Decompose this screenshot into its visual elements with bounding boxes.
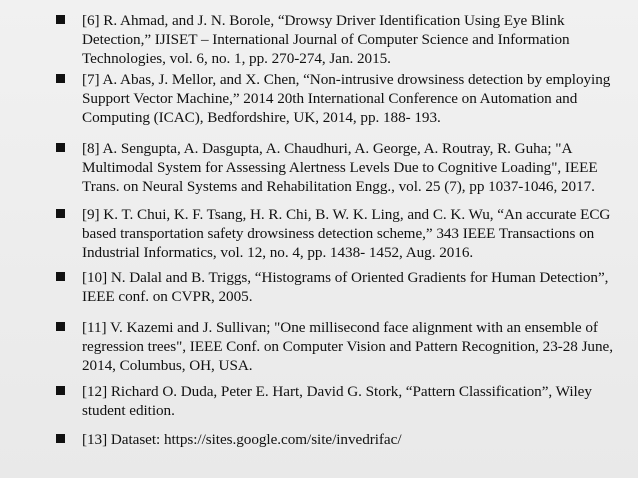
square-bullet-icon	[56, 322, 65, 331]
reference-text: [9] K. T. Chui, K. F. Tsang, H. R. Chi, B. W. K. Ling, and C. K. Wu, “An accurate ECG based transportation safety drowsiness detection scheme,” 343 IEEE Transactions on Industrial Informatics, vol. 12, no. 4, pp. 1438- 1452, Aug. 2016.	[82, 206, 611, 261]
square-bullet-icon	[56, 15, 65, 24]
square-bullet-icon	[56, 386, 65, 395]
square-bullet-icon	[56, 434, 65, 443]
reference-text: [13] Dataset: https://sites.google.com/site/invedrifac/	[82, 431, 402, 448]
reference-text: [6] R. Ahmad, and J. N. Borole, “Drowsy Driver Identification Using Eye Blink Detection,” IJISET – International Journal of Computer Science and Information Technologies, vol. 6, no. 1, pp. 270-274, Jan. 2015.	[82, 12, 570, 67]
reference-text: [7] A. Abas, J. Mellor, and X. Chen, “Non-intrusive drowsiness detection by employing Support Vector Machine,” 2014 20th International Conference on Automation and Computing (ICAC), Bedfordshire, UK, 2014, pp. 188- 193.	[82, 71, 611, 126]
square-bullet-icon	[56, 74, 65, 83]
reference-text: [11] V. Kazemi and J. Sullivan; "One millisecond face alignment with an ensemble of regression trees", IEEE Conf. on Computer Vision and Pattern Recognition, 23-28 June, 2014, Columbus, OH, USA.	[82, 319, 613, 374]
square-bullet-icon	[56, 209, 65, 218]
reference-text: [10] N. Dalal and B. Triggs, “Histograms of Oriented Gradients for Human Detection”, IEEE conf. on CVPR, 2005.	[82, 269, 609, 305]
reference-text: [12] Richard O. Duda, Peter E. Hart, David G. Stork, “Pattern Classification”, Wiley student edition.	[82, 383, 592, 419]
square-bullet-icon	[56, 272, 65, 281]
reference-text: [8] A. Sengupta, A. Dasgupta, A. Chaudhuri, A. George, A. Routray, R. Guha; "A Multimodal System for Assessing Alertness Levels Due to Cognitive Loading", IEEE Trans. on Neural Systems and Rehabilitation Engg., vol. 25 (7), pp 1037-1046, 2017.	[82, 140, 598, 195]
square-bullet-icon	[56, 143, 65, 152]
